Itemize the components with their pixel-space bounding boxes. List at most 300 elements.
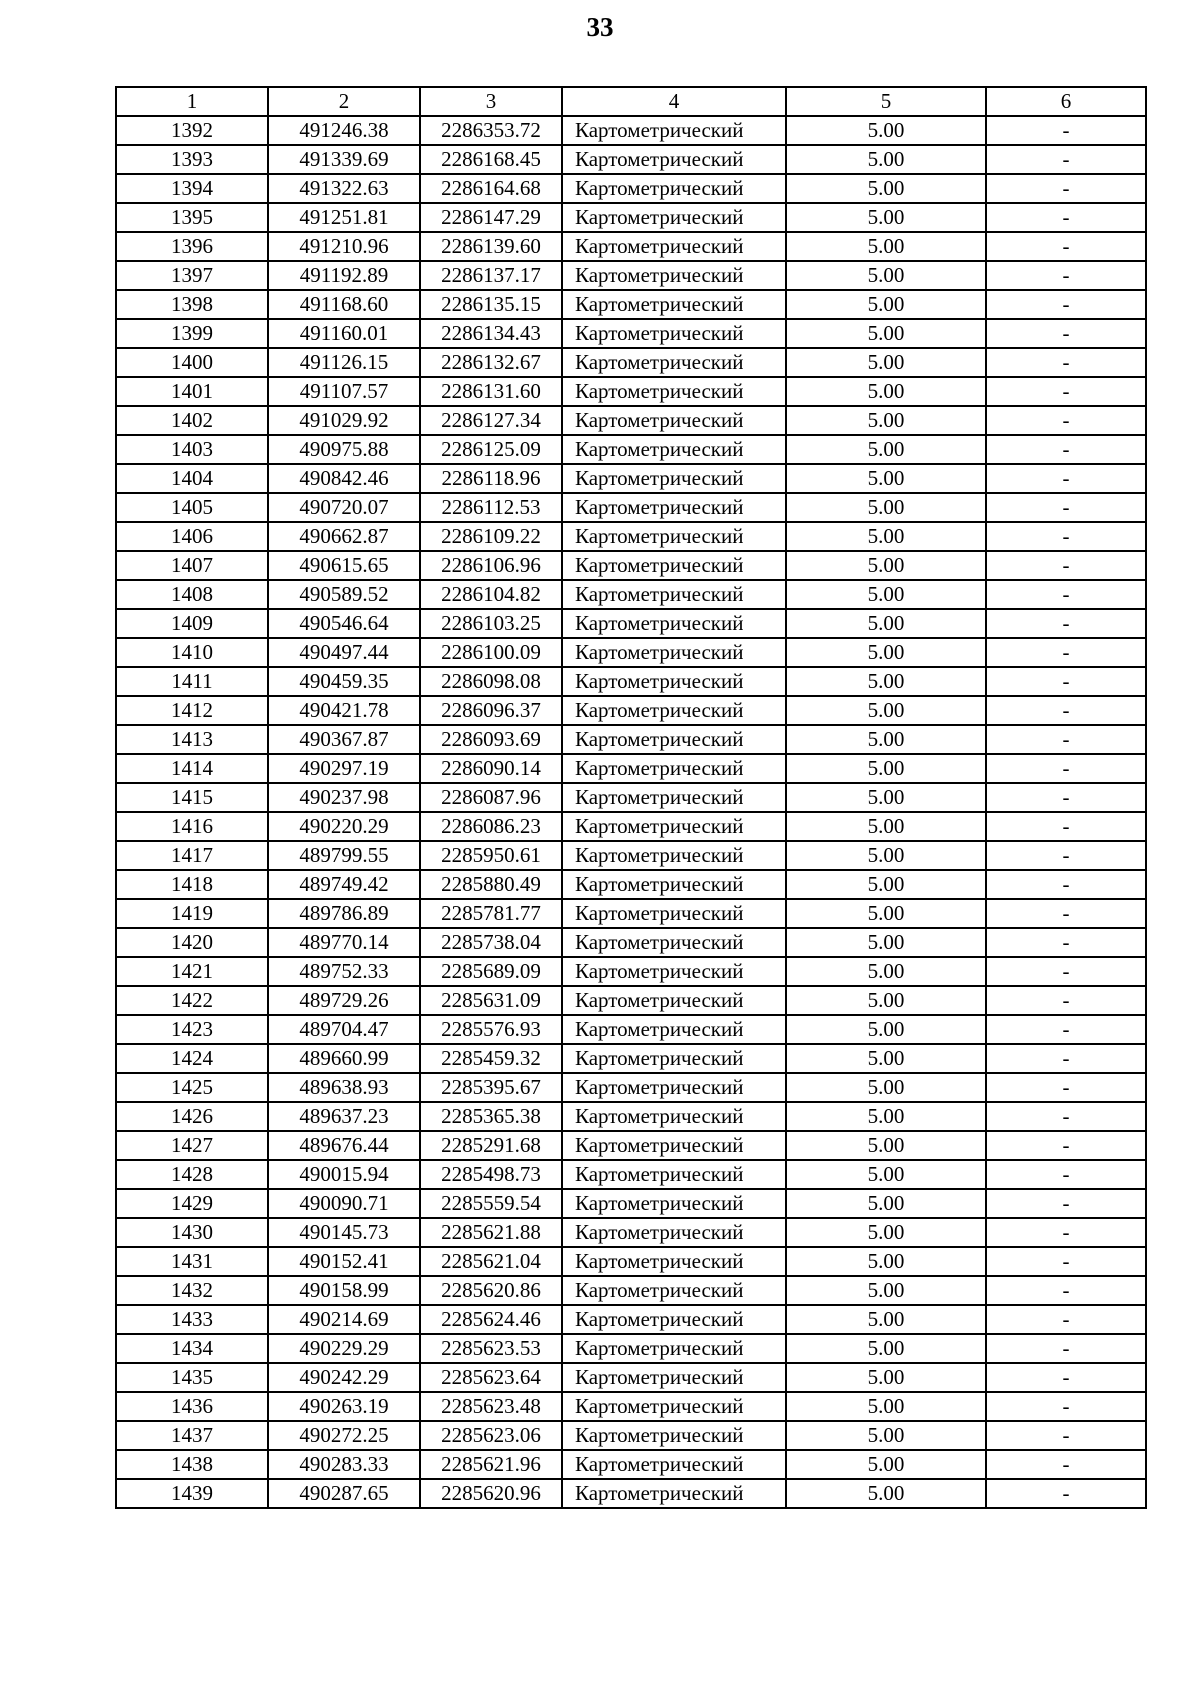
y-coordinate-cell: 2285689.09 (420, 957, 562, 986)
point-number-cell: 1413 (116, 725, 268, 754)
y-coordinate-cell: 2286100.09 (420, 638, 562, 667)
table-row (116, 1160, 1146, 1189)
note-cell: - (986, 841, 1146, 870)
y-coordinate-cell: 2285621.04 (420, 1247, 562, 1276)
x-coordinate-cell: 490287.65 (268, 1479, 420, 1508)
y-coordinate-cell: 2285576.93 (420, 1015, 562, 1044)
note-cell: - (986, 783, 1146, 812)
accuracy-cell: 5.00 (786, 435, 986, 464)
table-row (116, 1305, 1146, 1334)
table-row (116, 290, 1146, 319)
x-coordinate-cell: 490421.78 (268, 696, 420, 725)
accuracy-cell: 5.00 (786, 957, 986, 986)
table-row (116, 957, 1146, 986)
table-row (116, 696, 1146, 725)
y-coordinate-cell: 2285459.32 (420, 1044, 562, 1073)
accuracy-cell: 5.00 (786, 1218, 986, 1247)
point-number-cell: 1393 (116, 145, 268, 174)
point-number-cell: 1435 (116, 1363, 268, 1392)
point-number-cell: 1400 (116, 348, 268, 377)
note-cell: - (986, 580, 1146, 609)
x-coordinate-cell: 491192.89 (268, 261, 420, 290)
method-cell: Картометрический (562, 899, 786, 928)
note-cell: - (986, 261, 1146, 290)
table-row (116, 1363, 1146, 1392)
table-row (116, 1015, 1146, 1044)
y-coordinate-cell: 2285623.64 (420, 1363, 562, 1392)
method-cell: Картометрический (562, 1334, 786, 1363)
y-coordinate-cell: 2286093.69 (420, 725, 562, 754)
note-cell: - (986, 1044, 1146, 1073)
method-cell: Картометрический (562, 638, 786, 667)
y-coordinate-cell: 2285623.53 (420, 1334, 562, 1363)
x-coordinate-cell: 489660.99 (268, 1044, 420, 1073)
accuracy-cell: 5.00 (786, 174, 986, 203)
table-row (116, 203, 1146, 232)
method-cell: Картометрический (562, 116, 786, 145)
table-row (116, 1073, 1146, 1102)
table-row (116, 406, 1146, 435)
note-cell: - (986, 1392, 1146, 1421)
table-row (116, 377, 1146, 406)
x-coordinate-cell: 490589.52 (268, 580, 420, 609)
method-cell: Картометрический (562, 232, 786, 261)
x-coordinate-cell: 491246.38 (268, 116, 420, 145)
method-cell: Картометрический (562, 928, 786, 957)
method-cell: Картометрический (562, 957, 786, 986)
y-coordinate-cell: 2286106.96 (420, 551, 562, 580)
note-cell: - (986, 1102, 1146, 1131)
y-coordinate-cell: 2286147.29 (420, 203, 562, 232)
y-coordinate-cell: 2285365.38 (420, 1102, 562, 1131)
x-coordinate-cell: 490158.99 (268, 1276, 420, 1305)
point-number-cell: 1401 (116, 377, 268, 406)
table-row (116, 1450, 1146, 1479)
method-cell: Картометрический (562, 1131, 786, 1160)
note-cell: - (986, 406, 1146, 435)
point-number-cell: 1424 (116, 1044, 268, 1073)
x-coordinate-cell: 490242.29 (268, 1363, 420, 1392)
accuracy-cell: 5.00 (786, 754, 986, 783)
method-cell: Картометрический (562, 841, 786, 870)
point-number-cell: 1426 (116, 1102, 268, 1131)
header-col-4: 4 (562, 87, 786, 116)
table-row (116, 1334, 1146, 1363)
accuracy-cell: 5.00 (786, 696, 986, 725)
header-col-1: 1 (116, 87, 268, 116)
method-cell: Картометрический (562, 812, 786, 841)
accuracy-cell: 5.00 (786, 1392, 986, 1421)
note-cell: - (986, 1247, 1146, 1276)
accuracy-cell: 5.00 (786, 1160, 986, 1189)
y-coordinate-cell: 2286087.96 (420, 783, 562, 812)
y-coordinate-cell: 2285738.04 (420, 928, 562, 957)
table-row (116, 174, 1146, 203)
y-coordinate-cell: 2286125.09 (420, 435, 562, 464)
x-coordinate-cell: 490842.46 (268, 464, 420, 493)
point-number-cell: 1408 (116, 580, 268, 609)
accuracy-cell: 5.00 (786, 1131, 986, 1160)
header-col-3: 3 (420, 87, 562, 116)
accuracy-cell: 5.00 (786, 348, 986, 377)
x-coordinate-cell: 490283.33 (268, 1450, 420, 1479)
x-coordinate-cell: 489704.47 (268, 1015, 420, 1044)
x-coordinate-cell: 491168.60 (268, 290, 420, 319)
accuracy-cell: 5.00 (786, 899, 986, 928)
table-row (116, 754, 1146, 783)
note-cell: - (986, 116, 1146, 145)
x-coordinate-cell: 490145.73 (268, 1218, 420, 1247)
accuracy-cell: 5.00 (786, 783, 986, 812)
point-number-cell: 1396 (116, 232, 268, 261)
point-number-cell: 1398 (116, 290, 268, 319)
method-cell: Картометрический (562, 406, 786, 435)
table-row (116, 1218, 1146, 1247)
method-cell: Картометрический (562, 1247, 786, 1276)
x-coordinate-cell: 490546.64 (268, 609, 420, 638)
accuracy-cell: 5.00 (786, 377, 986, 406)
point-number-cell: 1394 (116, 174, 268, 203)
note-cell: - (986, 1450, 1146, 1479)
header-col-6: 6 (986, 87, 1146, 116)
note-cell: - (986, 1189, 1146, 1218)
header-row (116, 87, 1146, 116)
x-coordinate-cell: 489676.44 (268, 1131, 420, 1160)
note-cell: - (986, 290, 1146, 319)
point-number-cell: 1399 (116, 319, 268, 348)
note-cell: - (986, 957, 1146, 986)
x-coordinate-cell: 491339.69 (268, 145, 420, 174)
point-number-cell: 1397 (116, 261, 268, 290)
note-cell: - (986, 754, 1146, 783)
y-coordinate-cell: 2285631.09 (420, 986, 562, 1015)
point-number-cell: 1438 (116, 1450, 268, 1479)
accuracy-cell: 5.00 (786, 870, 986, 899)
point-number-cell: 1414 (116, 754, 268, 783)
y-coordinate-cell: 2285498.73 (420, 1160, 562, 1189)
method-cell: Картометрический (562, 1305, 786, 1334)
accuracy-cell: 5.00 (786, 203, 986, 232)
y-coordinate-cell: 2286109.22 (420, 522, 562, 551)
accuracy-cell: 5.00 (786, 1334, 986, 1363)
note-cell: - (986, 725, 1146, 754)
y-coordinate-cell: 2286132.67 (420, 348, 562, 377)
note-cell: - (986, 812, 1146, 841)
y-coordinate-cell: 2285620.96 (420, 1479, 562, 1508)
table-header (116, 87, 1146, 116)
table-row (116, 145, 1146, 174)
note-cell: - (986, 551, 1146, 580)
y-coordinate-cell: 2285950.61 (420, 841, 562, 870)
point-number-cell: 1407 (116, 551, 268, 580)
table-row (116, 1189, 1146, 1218)
point-number-cell: 1392 (116, 116, 268, 145)
table-row (116, 1131, 1146, 1160)
x-coordinate-cell: 489638.93 (268, 1073, 420, 1102)
x-coordinate-cell: 490237.98 (268, 783, 420, 812)
x-coordinate-cell: 490090.71 (268, 1189, 420, 1218)
method-cell: Картометрический (562, 1015, 786, 1044)
note-cell: - (986, 1160, 1146, 1189)
accuracy-cell: 5.00 (786, 986, 986, 1015)
note-cell: - (986, 1073, 1146, 1102)
point-number-cell: 1429 (116, 1189, 268, 1218)
method-cell: Картометрический (562, 667, 786, 696)
accuracy-cell: 5.00 (786, 319, 986, 348)
method-cell: Картометрический (562, 696, 786, 725)
table-row (116, 725, 1146, 754)
method-cell: Картометрический (562, 870, 786, 899)
point-number-cell: 1418 (116, 870, 268, 899)
accuracy-cell: 5.00 (786, 464, 986, 493)
note-cell: - (986, 319, 1146, 348)
table-row (116, 348, 1146, 377)
point-number-cell: 1420 (116, 928, 268, 957)
table-row (116, 1392, 1146, 1421)
table-row (116, 870, 1146, 899)
y-coordinate-cell: 2285291.68 (420, 1131, 562, 1160)
point-number-cell: 1406 (116, 522, 268, 551)
accuracy-cell: 5.00 (786, 580, 986, 609)
point-number-cell: 1417 (116, 841, 268, 870)
accuracy-cell: 5.00 (786, 609, 986, 638)
table-row (116, 464, 1146, 493)
y-coordinate-cell: 2285559.54 (420, 1189, 562, 1218)
x-coordinate-cell: 491210.96 (268, 232, 420, 261)
table-row (116, 899, 1146, 928)
accuracy-cell: 5.00 (786, 290, 986, 319)
note-cell: - (986, 464, 1146, 493)
note-cell: - (986, 870, 1146, 899)
y-coordinate-cell: 2286086.23 (420, 812, 562, 841)
note-cell: - (986, 522, 1146, 551)
y-coordinate-cell: 2286104.82 (420, 580, 562, 609)
point-number-cell: 1405 (116, 493, 268, 522)
point-number-cell: 1431 (116, 1247, 268, 1276)
method-cell: Картометрический (562, 1276, 786, 1305)
accuracy-cell: 5.00 (786, 1305, 986, 1334)
table-body (116, 116, 1146, 1508)
x-coordinate-cell: 489752.33 (268, 957, 420, 986)
table-row (116, 580, 1146, 609)
x-coordinate-cell: 489637.23 (268, 1102, 420, 1131)
method-cell: Картометрический (562, 464, 786, 493)
point-number-cell: 1404 (116, 464, 268, 493)
note-cell: - (986, 1334, 1146, 1363)
method-cell: Картометрический (562, 1044, 786, 1073)
accuracy-cell: 5.00 (786, 145, 986, 174)
x-coordinate-cell: 490615.65 (268, 551, 420, 580)
header-col-5: 5 (786, 87, 986, 116)
accuracy-cell: 5.00 (786, 406, 986, 435)
method-cell: Картометрический (562, 580, 786, 609)
x-coordinate-cell: 490720.07 (268, 493, 420, 522)
method-cell: Картометрический (562, 986, 786, 1015)
accuracy-cell: 5.00 (786, 116, 986, 145)
point-number-cell: 1432 (116, 1276, 268, 1305)
y-coordinate-cell: 2286139.60 (420, 232, 562, 261)
table-row (116, 1102, 1146, 1131)
method-cell: Картометрический (562, 754, 786, 783)
table-row (116, 986, 1146, 1015)
table-row (116, 1479, 1146, 1508)
x-coordinate-cell: 490220.29 (268, 812, 420, 841)
note-cell: - (986, 899, 1146, 928)
x-coordinate-cell: 490367.87 (268, 725, 420, 754)
x-coordinate-cell: 489729.26 (268, 986, 420, 1015)
method-cell: Картометрический (562, 290, 786, 319)
x-coordinate-cell: 491160.01 (268, 319, 420, 348)
method-cell: Картометрический (562, 1189, 786, 1218)
y-coordinate-cell: 2286353.72 (420, 116, 562, 145)
method-cell: Картометрический (562, 1073, 786, 1102)
method-cell: Картометрический (562, 1479, 786, 1508)
x-coordinate-cell: 490229.29 (268, 1334, 420, 1363)
y-coordinate-cell: 2286164.68 (420, 174, 562, 203)
point-number-cell: 1423 (116, 1015, 268, 1044)
method-cell: Картометрический (562, 1363, 786, 1392)
method-cell: Картометрический (562, 522, 786, 551)
accuracy-cell: 5.00 (786, 841, 986, 870)
x-coordinate-cell: 490459.35 (268, 667, 420, 696)
accuracy-cell: 5.00 (786, 1073, 986, 1102)
point-number-cell: 1402 (116, 406, 268, 435)
method-cell: Картометрический (562, 261, 786, 290)
point-number-cell: 1412 (116, 696, 268, 725)
table-row (116, 667, 1146, 696)
point-number-cell: 1422 (116, 986, 268, 1015)
point-number-cell: 1410 (116, 638, 268, 667)
note-cell: - (986, 493, 1146, 522)
point-number-cell: 1439 (116, 1479, 268, 1508)
method-cell: Картометрический (562, 319, 786, 348)
y-coordinate-cell: 2285395.67 (420, 1073, 562, 1102)
note-cell: - (986, 986, 1146, 1015)
point-number-cell: 1421 (116, 957, 268, 986)
method-cell: Картометрический (562, 377, 786, 406)
accuracy-cell: 5.00 (786, 551, 986, 580)
y-coordinate-cell: 2286127.34 (420, 406, 562, 435)
y-coordinate-cell: 2285621.96 (420, 1450, 562, 1479)
table-row (116, 928, 1146, 957)
accuracy-cell: 5.00 (786, 261, 986, 290)
note-cell: - (986, 1276, 1146, 1305)
method-cell: Картометрический (562, 1450, 786, 1479)
note-cell: - (986, 1305, 1146, 1334)
note-cell: - (986, 435, 1146, 464)
method-cell: Картометрический (562, 435, 786, 464)
x-coordinate-cell: 490015.94 (268, 1160, 420, 1189)
x-coordinate-cell: 490263.19 (268, 1392, 420, 1421)
x-coordinate-cell: 489770.14 (268, 928, 420, 957)
note-cell: - (986, 348, 1146, 377)
note-cell: - (986, 609, 1146, 638)
y-coordinate-cell: 2285624.46 (420, 1305, 562, 1334)
accuracy-cell: 5.00 (786, 928, 986, 957)
table-row (116, 116, 1146, 145)
note-cell: - (986, 638, 1146, 667)
y-coordinate-cell: 2286096.37 (420, 696, 562, 725)
point-number-cell: 1428 (116, 1160, 268, 1189)
x-coordinate-cell: 489799.55 (268, 841, 420, 870)
point-number-cell: 1434 (116, 1334, 268, 1363)
point-number-cell: 1409 (116, 609, 268, 638)
accuracy-cell: 5.00 (786, 1421, 986, 1450)
method-cell: Картометрический (562, 1392, 786, 1421)
accuracy-cell: 5.00 (786, 1247, 986, 1276)
accuracy-cell: 5.00 (786, 1479, 986, 1508)
accuracy-cell: 5.00 (786, 1189, 986, 1218)
note-cell: - (986, 232, 1146, 261)
table-row (116, 232, 1146, 261)
table-row (116, 609, 1146, 638)
accuracy-cell: 5.00 (786, 232, 986, 261)
method-cell: Картометрический (562, 551, 786, 580)
x-coordinate-cell: 489786.89 (268, 899, 420, 928)
method-cell: Картометрический (562, 1102, 786, 1131)
point-number-cell: 1433 (116, 1305, 268, 1334)
method-cell: Картометрический (562, 174, 786, 203)
x-coordinate-cell: 490272.25 (268, 1421, 420, 1450)
table-row (116, 841, 1146, 870)
table-row (116, 638, 1146, 667)
table-row (116, 812, 1146, 841)
accuracy-cell: 5.00 (786, 1276, 986, 1305)
accuracy-cell: 5.00 (786, 725, 986, 754)
note-cell: - (986, 1479, 1146, 1508)
method-cell: Картометрический (562, 1218, 786, 1247)
table-row (116, 551, 1146, 580)
accuracy-cell: 5.00 (786, 1363, 986, 1392)
accuracy-cell: 5.00 (786, 1102, 986, 1131)
note-cell: - (986, 377, 1146, 406)
table-row (116, 435, 1146, 464)
coordinates-table (115, 86, 1147, 1509)
note-cell: - (986, 1218, 1146, 1247)
table-row (116, 493, 1146, 522)
accuracy-cell: 5.00 (786, 1450, 986, 1479)
note-cell: - (986, 1363, 1146, 1392)
accuracy-cell: 5.00 (786, 638, 986, 667)
note-cell: - (986, 696, 1146, 725)
method-cell: Картометрический (562, 783, 786, 812)
point-number-cell: 1430 (116, 1218, 268, 1247)
table-row (116, 1247, 1146, 1276)
method-cell: Картометрический (562, 145, 786, 174)
method-cell: Картометрический (562, 348, 786, 377)
x-coordinate-cell: 489749.42 (268, 870, 420, 899)
x-coordinate-cell: 490214.69 (268, 1305, 420, 1334)
point-number-cell: 1427 (116, 1131, 268, 1160)
point-number-cell: 1436 (116, 1392, 268, 1421)
method-cell: Картометрический (562, 609, 786, 638)
method-cell: Картометрический (562, 203, 786, 232)
x-coordinate-cell: 491029.92 (268, 406, 420, 435)
x-coordinate-cell: 491251.81 (268, 203, 420, 232)
table-row (116, 522, 1146, 551)
table-row (116, 1276, 1146, 1305)
y-coordinate-cell: 2286090.14 (420, 754, 562, 783)
y-coordinate-cell: 2286103.25 (420, 609, 562, 638)
method-cell: Картометрический (562, 1160, 786, 1189)
y-coordinate-cell: 2286131.60 (420, 377, 562, 406)
x-coordinate-cell: 490497.44 (268, 638, 420, 667)
y-coordinate-cell: 2285880.49 (420, 870, 562, 899)
y-coordinate-cell: 2285621.88 (420, 1218, 562, 1247)
table-row (116, 1044, 1146, 1073)
point-number-cell: 1437 (116, 1421, 268, 1450)
point-number-cell: 1411 (116, 667, 268, 696)
